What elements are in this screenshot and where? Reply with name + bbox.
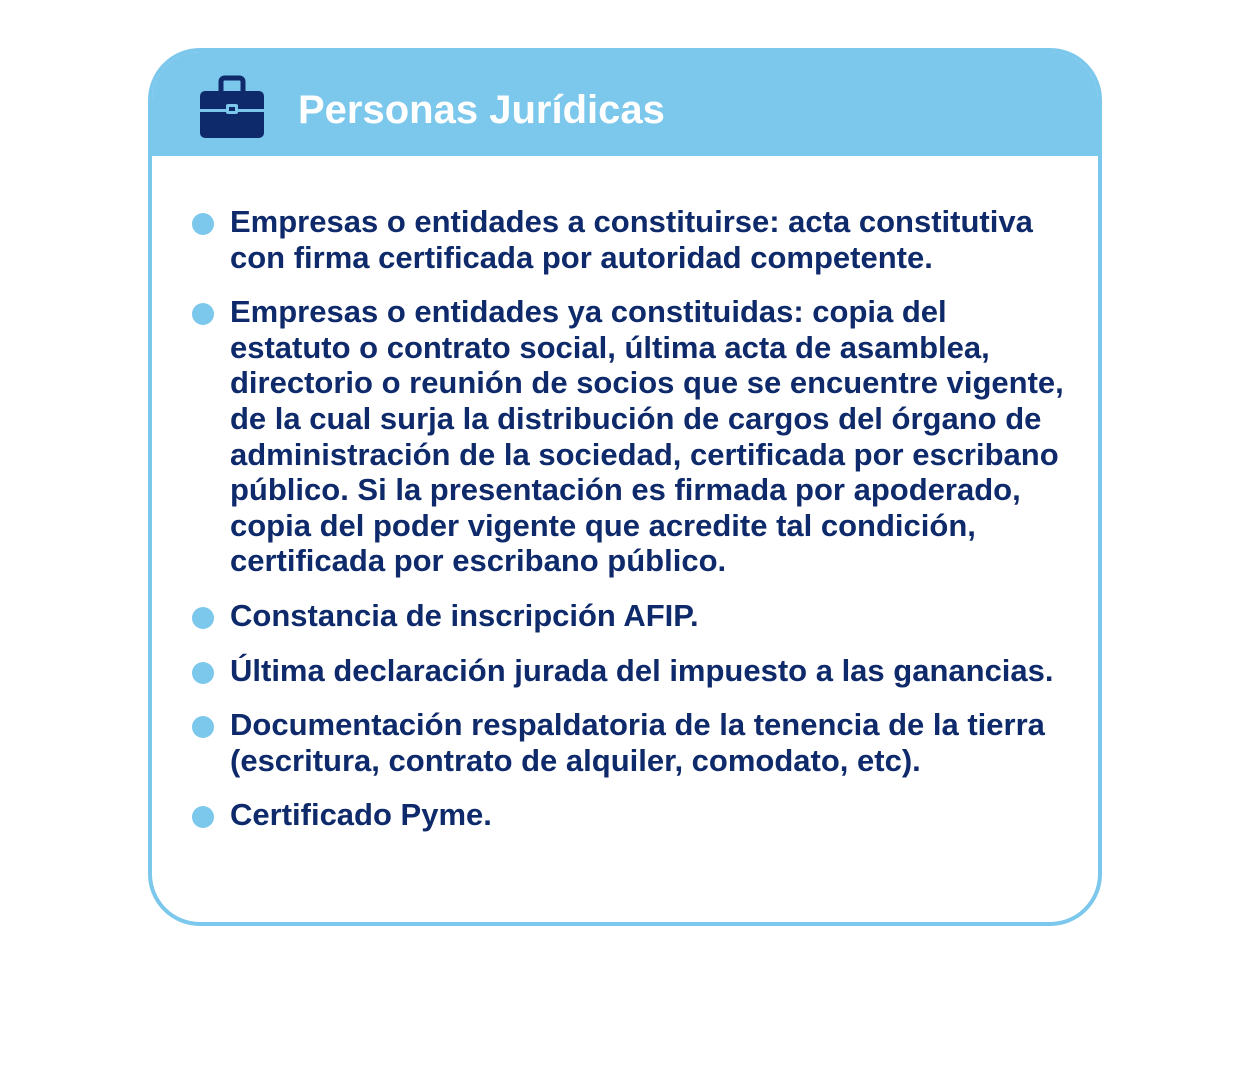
bullet-icon [192,213,214,235]
card-header [152,52,1098,156]
list-item [190,653,1070,689]
list-item-text: Empresas o entidades ya constituidas: copia del estatuto o contrato social, última acta de asamblea, directorio o reunión de socios que se encuentre vigente, de la cual surja la distribución de cargos del órgano de administración de la sociedad, certificada por escribano público. Si la presentación es firmada por apoderado, copia del poder vigente que acredite tal condición, certificada por escribano público. [230,294,1064,579]
list-item-text: Certificado Pyme. [230,797,492,833]
bullet-icon [192,303,214,325]
requirements-card [148,48,1102,926]
list-item [190,707,1070,778]
card-title: Personas Jurídicas [298,88,665,132]
requirements-list [190,204,1070,852]
briefcase-icon [198,74,266,140]
list-item-text: Última declaración jurada del impuesto a las ganancias. [230,652,1054,688]
bullet-icon [192,607,214,629]
bullet-icon [192,662,214,684]
list-item [190,598,1070,634]
list-item-text: Documentación respaldatoria de la tenencia de la tierra (escritura, contrato de alquiler, comodato, etc). [230,707,1045,778]
list-item-text: Constancia de inscripción AFIP. [230,597,699,633]
list-item-text: Empresas o entidades a constituirse: acta constitutiva con firma certificada por autoridad competente. [230,204,1033,275]
list-item [190,797,1070,833]
list-item [190,294,1070,579]
bullet-icon [192,716,214,738]
list-item [190,204,1070,275]
bullet-icon [192,806,214,828]
